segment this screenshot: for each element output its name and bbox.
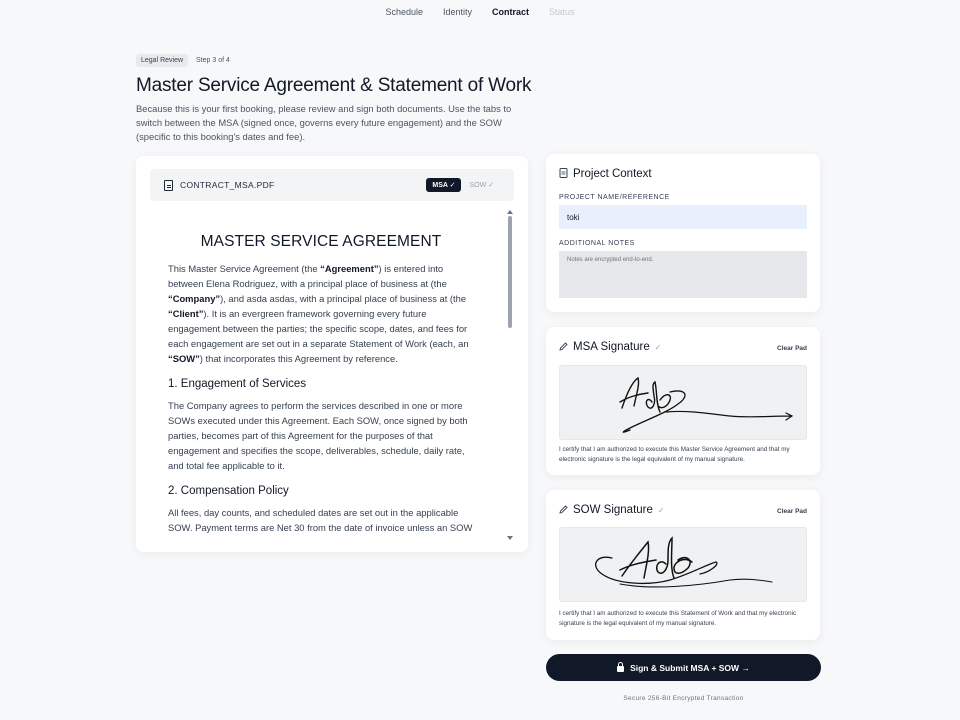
project-context-label: Project Context [573,168,652,180]
msa-signature-title [559,341,661,353]
msa-signature-label: MSA Signature [573,341,650,353]
document-icon [559,168,568,180]
additional-notes-input[interactable] [559,251,807,298]
project-context-card [546,154,820,312]
msa-signature-drawing [560,366,807,440]
page-title: Master Service Agreement & Statement of Work [136,75,532,96]
document-heading: MASTER SERVICE AGREEMENT [200,234,442,250]
pen-icon [559,342,568,353]
msa-signature-card [546,327,820,475]
document-viewer [136,156,528,552]
sow-signature-pad[interactable] [559,527,807,602]
page-subtitle: Because this is your first booking, please review and sign both documents. Use the tabs to switch between the MSA (signed once, governs every future engagement) and the SOW (specific to this booking's dates and fee). [136,103,512,142]
sign-submit-button[interactable] [546,654,821,681]
step-indicator: Step 3 of 4 [196,57,230,64]
section-2-text: All fees, day counts, and scheduled dates are set out in the applicable SOW. Payment terms are Net 30 from the date of invoice unless an SOW [168,507,473,533]
pen-icon [559,505,568,516]
badge-row [136,54,536,67]
msa-certification-text: I certify that I am authorized to execute this Master Service Agreement and that my electronic signature is the legal equivalent of my manual signature. [559,446,790,463]
project-name-label: PROJECT NAME/REFERENCE [559,194,670,201]
check-icon: ✓ [654,342,662,352]
file-icon [164,180,173,191]
section-2-title: 2. Compensation Policy [168,485,289,497]
check-icon: ✓ [657,505,665,515]
document-tabs [426,178,500,192]
sow-clear-pad-button[interactable]: Clear Pad [777,508,807,515]
sow-signature-title [559,504,665,516]
sow-certification-text: I certify that I am authorized to execute this Statement of Work and that my electronic signature is the legal equivalent of my manual signature. [559,610,797,627]
document-intro: This Master Service Agreement (the “Agreement”) is entered into between Elena Rodriguez, with a principal place of business at (the “Company”), and asda asdas, with a principal place of business at (the “Client”). It is an evergreen framework governing every future engagement between the parties; the specific scope, dates, and fees for each engagement are set out in a separate Statement of Work (each, an “SOW”) that incorporates this Agreement by reference. [168,263,469,364]
document-toolbar [150,169,514,201]
step-identity[interactable]: Identity [442,7,473,17]
project-context-title [559,168,652,180]
page-header [136,54,536,144]
msa-signature-pad[interactable] [559,365,807,440]
step-contract[interactable]: Contract [492,7,530,17]
msa-clear-pad-button[interactable]: Clear Pad [777,345,807,352]
scroll-thumb[interactable] [508,216,512,328]
tab-msa[interactable]: MSA ✓ [426,178,461,192]
additional-notes-label: ADDITIONAL NOTES [559,240,635,247]
legal-review-badge: Legal Review [136,54,188,67]
sow-signature-card [546,490,820,640]
lock-icon [617,666,624,672]
step-schedule[interactable]: Schedule [385,7,423,17]
scroll-down-arrow-icon[interactable] [507,536,513,540]
project-name-input[interactable] [559,205,807,229]
step-nav [0,7,960,17]
step-status: Status [549,7,575,17]
document-filename [164,180,275,191]
tab-sow[interactable]: SOW ✓ [469,182,494,189]
document-scrollbar[interactable] [508,210,512,540]
secure-transaction-text: Secure 256-Bit Encrypted Transaction [623,695,744,702]
section-1-text: The Company agrees to perform the services described in one or more SOWs executed under this Agreement. Each SOW, once signed by both parties, becomes part of this Agreement for the purposes of that engagement and specifies the scope, deliverables, schedule, daily rate, and total fee applicable to it. [168,400,468,471]
sign-submit-label: Sign & Submit MSA + SOW → [630,662,750,673]
sow-signature-label: SOW Signature [573,504,653,516]
scroll-up-arrow-icon[interactable] [507,210,513,214]
sow-signature-drawing [560,528,807,602]
document-body[interactable] [168,234,474,544]
filename-label: CONTRACT_MSA.PDF [180,180,275,190]
section-1-title: 1. Engagement of Services [168,378,307,390]
